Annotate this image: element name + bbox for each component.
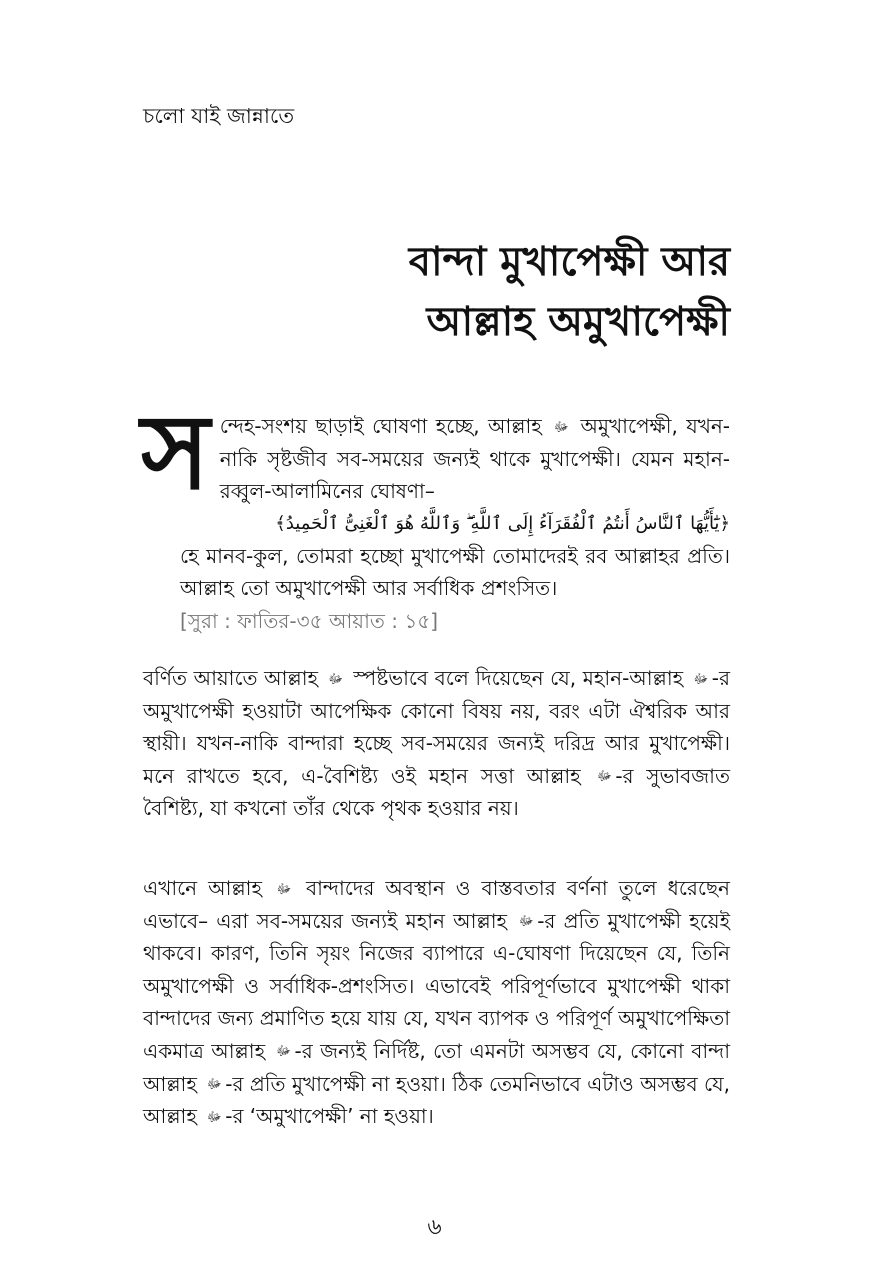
divine-seal-icon: ﷻ (276, 1044, 291, 1060)
paragraph-3 (143, 872, 730, 1133)
paragraph-2-text: স্পষ্টভাবে বলে দিয়েছেন যে, মহান-আল্লাহ (346, 666, 690, 690)
divine-seal-icon: ﷻ (596, 769, 612, 785)
divine-seal-icon: ﷻ (206, 1109, 222, 1125)
divine-seal-icon: ﷻ (518, 914, 534, 930)
divine-seal-icon: ﷻ (276, 881, 292, 897)
title-line-2: আল্লাহ অমুখাপেক্ষী (426, 299, 730, 345)
paragraph-2-text: বর্ণিত আয়াতে আল্লাহ (143, 666, 325, 690)
drop-cap: স (141, 391, 210, 513)
paragraph-3-text: বান্দাদের অবস্থান ও বাস্তবতার বর্ণনা তুলে ধরেছেন এভাবে– এরা সব-সময়ের জন্যই মহান আল্লাহ (143, 876, 730, 933)
paragraph-1 (141, 391, 730, 638)
paragraph-3-text: -র ‘অমুখাপেক্ষী’ না হওয়া। (225, 1104, 434, 1129)
divine-seal-icon: ﷻ (553, 419, 569, 435)
verse-reference: [সুরা : ফাতির-৩৫ আয়াত : ১৫] (180, 608, 439, 633)
paragraph-1-text-a: ন্দেহ-সংশয় ছাড়াই ঘোষণা হচ্ছে, আল্লাহ (219, 414, 551, 438)
divine-seal-icon: ﷻ (206, 1077, 222, 1093)
divine-seal-icon: ﷻ (693, 671, 709, 687)
verse-translation: হে মানব-কুল, তোমরা হচ্ছো মুখাপেক্ষী তোমাদেরই রব আল্লাহর প্রতি। আল্লাহ তো অমুখাপেক্ষী আর সর্বাধিক প্রশংসিত। (180, 543, 730, 601)
arabic-verse: ﴿يَٰٓأَيُّهَا ٱلنَّاسُ أَنتُمُ ٱلْفُقَرَآءُ إِلَى ٱللَّهِ ۖ وَٱللَّهُ هُوَ ٱلْغَنِىُّ ٱلْحَمِيدُ﴾ (275, 512, 730, 534)
paragraph-3-text: -র জন্যই নির্দিষ্ট, তো এমনটা অসম্ভব যে, কোনো বান্দা আল্লাহ (143, 1038, 730, 1096)
paragraph-3-text: এখানে আল্লাহ (143, 876, 273, 900)
paragraph-1-text-b: অমুখাপেক্ষী, যখন-নাকি সৃষ্টজীব সব-সময়ের জন্যই থাকে মুখাপেক্ষী। যেমন মহান-রব্বুল-আলামিনের ঘোষণা– (219, 414, 730, 504)
paragraph-2-text: -র অমুখাপেক্ষী হওয়াটা আপেক্ষিক কোনো বিষয় নয়, বরং এটা ঐশ্বরিক আর স্থায়ী। যখন-নাকি বান্দারা হচ্ছে সব-সময়ের জন্যই দরিদ্র আর মুখাপেক্ষী। মনে রাখতে হবে, এ-বৈশিষ্ট্য ওই মহান সত্তা আল্লাহ (143, 666, 731, 788)
title-line-1: বান্দা মুখাপেক্ষী আর (408, 239, 730, 285)
chapter-title (409, 232, 730, 352)
running-head: চলো যাই জান্নাতে (143, 104, 295, 128)
page-number: ৬ (427, 1215, 442, 1240)
paragraph-3-text: -র প্রতি মুখাপেক্ষী হয়েই থাকবে। কারণ, তিনি সৃয়ং নিজের ব্যাপারে এ-ঘোষণা দিয়েছেন যে, তিনি অমুখাপেক্ষী ও সর্বাধিক-প্রশংসিত। এভাবেই পরিপূর্ণভাবে মুখাপেক্ষী থাকা বান্দাদের জন্য প্রমাণিত হয়ে যায় যে, যখন ব্যাপক ও পরিপূর্ণ অমুখাপেক্ষিতা একমাত্র আল্লাহ (143, 908, 730, 1063)
paragraph-2-text: -র সুভাবজাত বৈশিষ্ট্য, যা কখনো তাঁর থেকে পৃথক হওয়ার নয়। (143, 763, 730, 821)
paragraph-2 (143, 662, 730, 825)
paragraph-3-text: -র প্রতি মুখাপেক্ষী না হওয়া। ঠিক তেমনিভাবে এটাও অসম্ভব যে, আল্লাহ (143, 1071, 730, 1129)
divine-seal-icon: ﷻ (328, 671, 343, 687)
